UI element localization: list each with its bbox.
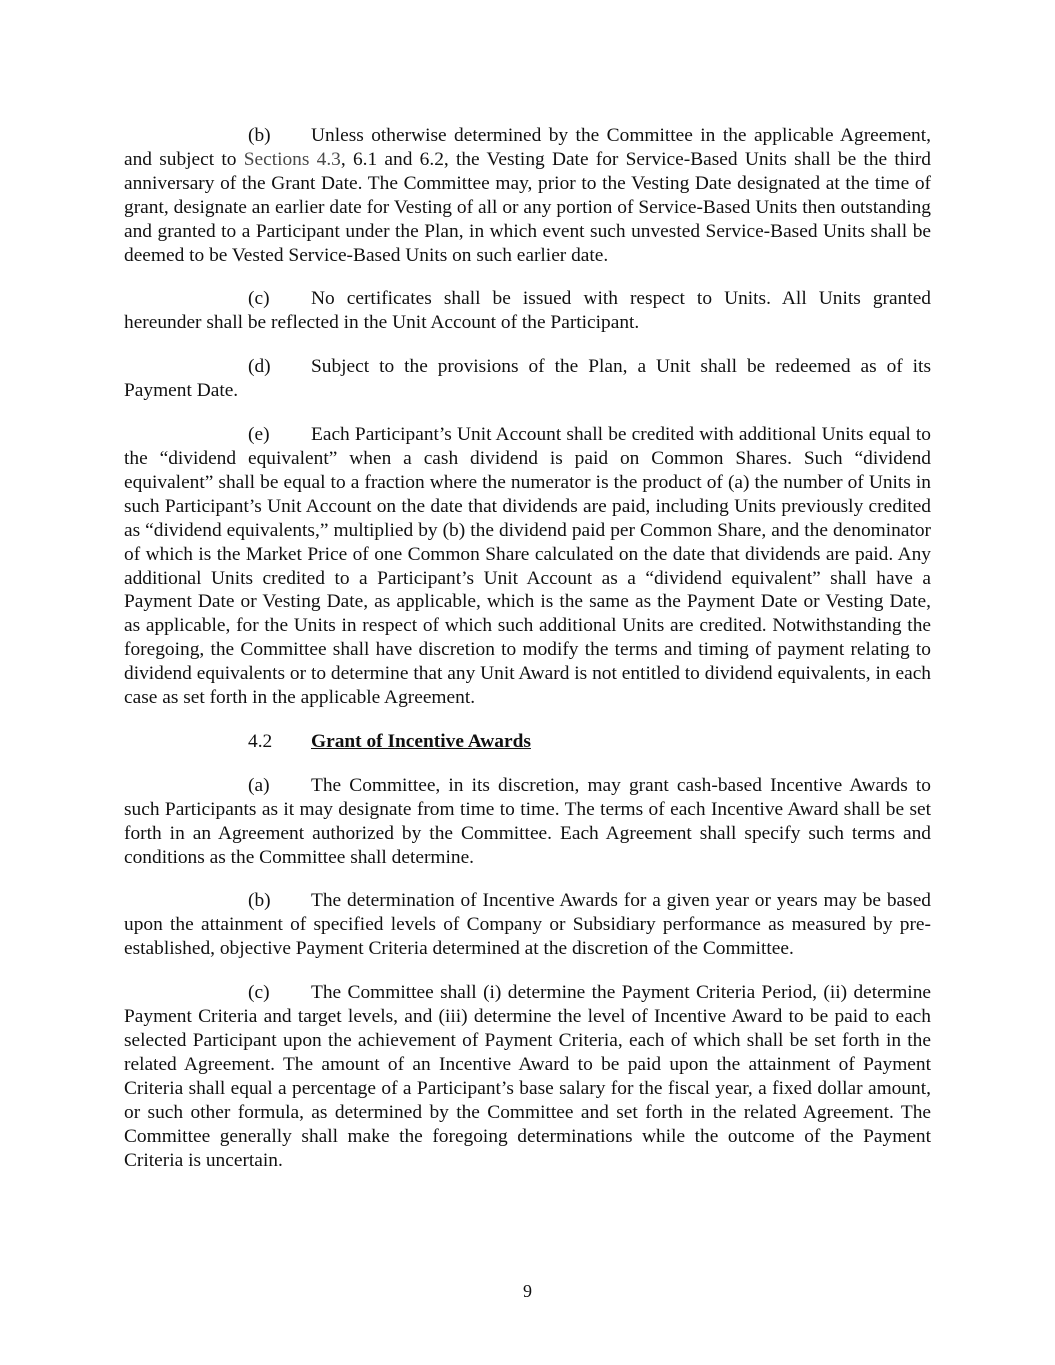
paragraph <box>124 423 931 710</box>
page-number: 9 <box>523 1281 532 1301</box>
paragraphs-before <box>124 124 931 710</box>
section-number: 4.2 <box>248 730 273 752</box>
paragraph-label: (b) <box>248 890 271 912</box>
paragraph-label: (c) <box>248 288 270 310</box>
paragraph-text: , 6.1 and 6.2, the Vesting Date for Service-Based Units shall be the third anniversary of the Grant Date. The Committee may, prior to the Vesting Date designated at the time of grant, designate an earlier date for Vesting of all or any portion of Service-Based Units then outstanding and granted to a Participant under the Plan, in which event such unvested Service-Based Units shall be deemed to be Vested Service-Based Units on such earlier date. <box>124 148 932 266</box>
paragraph-label: (b) <box>248 125 271 146</box>
paragraph <box>124 124 931 267</box>
paragraph-text: The Committee, in its discretion, may grant cash-based Incentive Awards to such Participants as it may designate from time to time. The terms of each Incentive Award shall be set forth in an Agreement authorized by the Committee. Each Agreement shall specify such terms and conditions as the Committee shall determine. <box>124 774 931 868</box>
section-reference-link[interactable]: Sections 4.3 <box>243 148 341 170</box>
paragraph-text: Unless otherwise determined by the Committee in the applicable Agreement, and subject to <box>124 125 931 170</box>
document-page <box>124 124 931 1192</box>
paragraph-text: The Committee shall (i) determine the Payment Criteria Period, (ii) determine Payment Criteria and target levels, and (iii) determine the level of Incentive Award to be paid to each selected Participant upon the achievement of Payment Criteria, each of which shall be set forth in the related Agreement. The amount of an Incentive Award to be paid upon the attainment of Payment Criteria shall equal a percentage of a Participant’s base salary for the fiscal year, a fixed dollar amount, or such other formula, as determined by the Committee and set forth in the related Agreement. The Committee generally shall make the foregoing determinations while the outcome of the Payment Criteria is uncertain. <box>124 982 931 1171</box>
paragraph <box>124 981 931 1172</box>
paragraph-label: (d) <box>248 356 271 378</box>
paragraphs-after <box>124 774 931 1173</box>
section-title: Grant of Incentive Awards <box>311 730 531 752</box>
paragraph <box>124 287 931 335</box>
paragraph-label: (c) <box>248 982 270 1004</box>
paragraph <box>124 355 931 403</box>
paragraph <box>124 889 931 961</box>
paragraph-text: The determination of Incentive Awards for a given year or years may be based upon the attainment of specified levels of Company or Subsidiary performance as measured by pre-established, objective Payment Criteria determined at the discretion of the Committee. <box>124 890 931 960</box>
paragraph-text: Each Participant’s Unit Account shall be credited with additional Units equal to the “dividend equivalent” when a cash dividend is paid on Common Shares. Such “dividend equivalent” shall be equal to a fraction where the numerator is the product of (a) the number of Units in such Participant’s Unit Account on the date that dividends are paid, including Units previously credited as “dividend equivalents,” multiplied by (b) the dividend paid per Common Share, and the denominator of which is the Market Price of one Common Share calculated on the date that dividends are paid. Any additional Units credited to a Participant’s Unit Account as a “dividend equivalent” shall have a Payment Date or Vesting Date, as applicable, which is the same as the Payment Date or Vesting Date, as applicable, for the Units in respect of which such additional Units are credited. Notwithstanding the foregoing, the Committee shall have discretion to modify the terms and timing of payment relating to dividend equivalents or to determine that any Unit Award is not entitled to dividend equivalents, in each case as set forth in the applicable Agreement. <box>124 424 931 709</box>
paragraph-label: (e) <box>248 424 270 446</box>
paragraph-text: No certificates shall be issued with respect to Units. All Units granted hereunder shall be reflected in the Unit Account of the Participant. <box>124 288 931 334</box>
paragraph <box>124 774 931 870</box>
section-heading <box>124 730 931 754</box>
paragraph-text: Subject to the provisions of the Plan, a Unit shall be redeemed as of its Payment Date. <box>124 356 931 402</box>
paragraph-label: (a) <box>248 774 270 796</box>
